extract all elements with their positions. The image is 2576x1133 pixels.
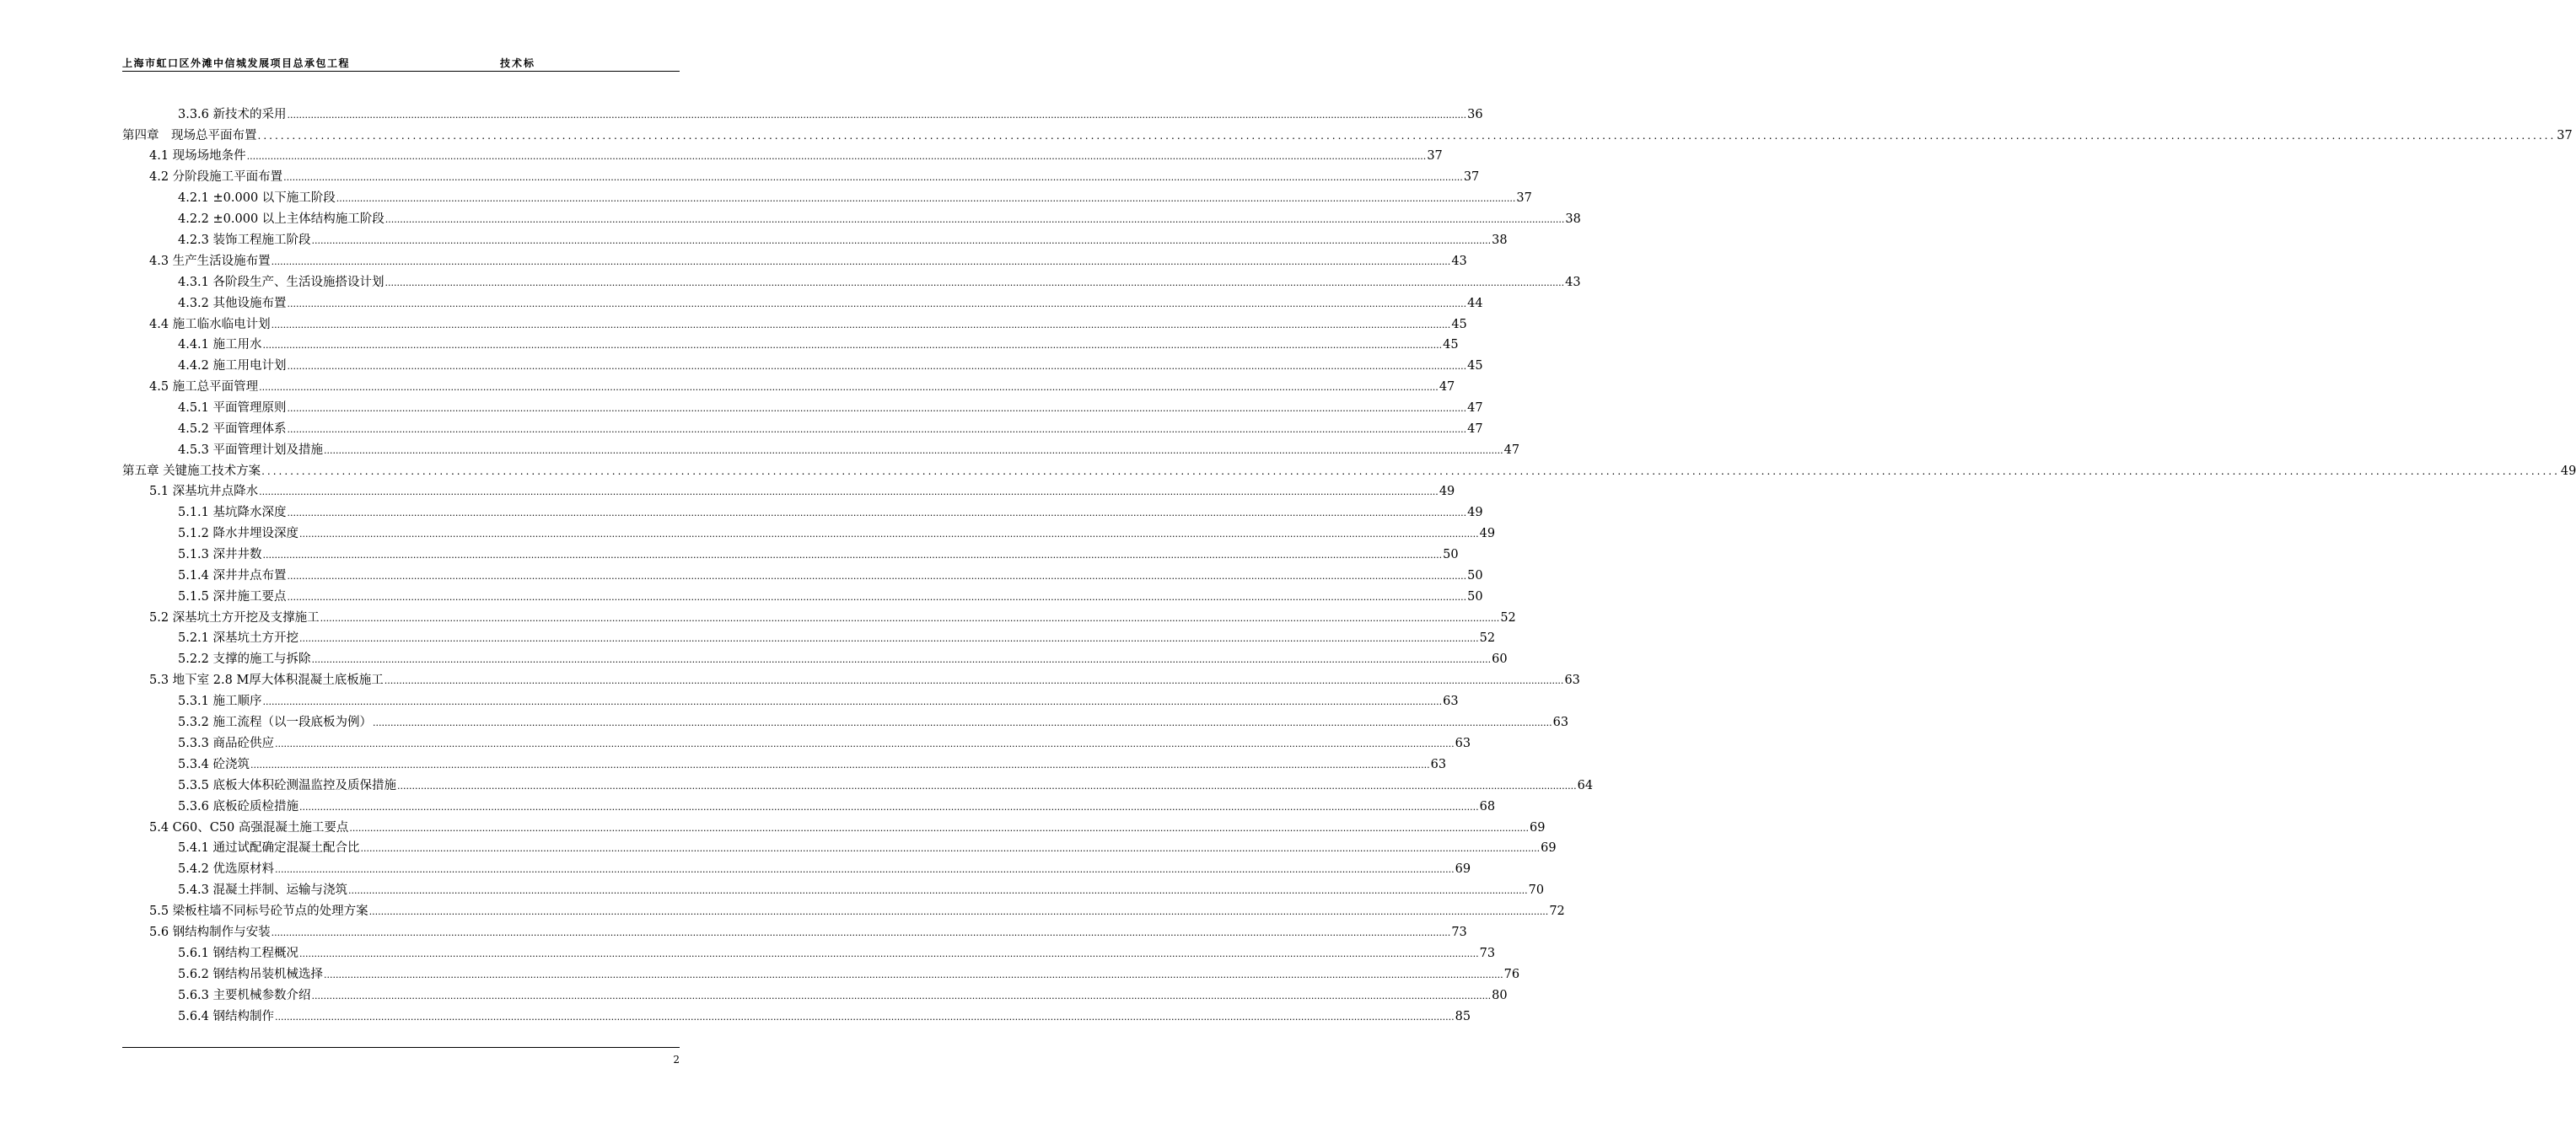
toc-entry-page: 63 (1552, 716, 1569, 730)
toc-leader-dots: ................................................................................................................................................................................................................................................................................................................................................................................................................ (336, 193, 1516, 205)
toc-entry-page: 64 (1577, 778, 1594, 792)
footer-divider (122, 1047, 680, 1048)
toc-leader-dots: ................................................................................................................................................................................................................................................................................................................................................................................................................ (299, 948, 1479, 959)
toc-entry-title: 5.3.5 底板大体积砼测温监控及质保措施 (178, 778, 397, 792)
toc-entry[interactable] (122, 838, 1557, 859)
toc-entry-title: 5.5 梁板柱墙不同标号砼节点的处理方案 (149, 905, 368, 919)
toc-entry-title: 4.4.2 施工用电计划 (178, 359, 287, 373)
toc-leader-dots: ................................................................................................................................................................................................................................................................................................................................................................................................................ (287, 507, 1467, 519)
toc-entry-title: 第五章 关键施工技术方案 (122, 464, 261, 478)
toc-entry-title: 5.3 地下室 2.8 M厚大体积混凝土底板施工 (149, 674, 384, 688)
toc-entry-title: 4.3.2 其他设施布置 (178, 296, 287, 310)
toc-entry[interactable] (122, 188, 1532, 209)
toc-entry-page: 52 (1500, 610, 1516, 625)
toc-leader-dots: ................................................................................................................................................................................................................................................................................................................................................................................................................ (261, 464, 2560, 477)
toc-entry[interactable] (122, 628, 1496, 649)
toc-entry[interactable] (122, 356, 1483, 377)
toc-entry[interactable] (122, 167, 1480, 188)
toc-entry-title: 5.2 深基坑土方开挖及支撑施工 (149, 610, 320, 625)
toc-entry[interactable] (122, 797, 1496, 818)
toc-entry-title: 5.6.2 钢结构吊装机械选择 (178, 967, 324, 981)
toc-entry-page: 72 (1549, 905, 1565, 919)
toc-leader-dots: ................................................................................................................................................................................................................................................................................................................................................................................................................ (384, 675, 1564, 687)
toc-entry-title: 4.5.2 平面管理体系 (178, 422, 287, 436)
toc-entry-page: 69 (1455, 862, 1471, 877)
toc-entry-title: 5.1.5 深井施工要点 (178, 589, 287, 604)
toc-entry[interactable] (122, 859, 1471, 880)
toc-entry[interactable] (122, 670, 1580, 691)
toc-entry[interactable] (122, 985, 1508, 1007)
toc-leader-dots: ................................................................................................................................................................................................................................................................................................................................................................................................................ (271, 319, 1451, 330)
toc-entry-page: 73 (1451, 925, 1467, 939)
toc-entry[interactable] (122, 545, 1459, 566)
page-header (122, 56, 680, 72)
toc-entry-page: 37 (1463, 170, 1480, 185)
toc-entry-title: 5.2.1 深基坑土方开挖 (178, 631, 299, 646)
toc-leader-dots: ................................................................................................................................................................................................................................................................................................................................................................................................................ (283, 172, 1463, 184)
toc-entry-title: 5.1.1 基坑降水深度 (178, 506, 287, 520)
toc-leader-dots: ................................................................................................................................................................................................................................................................................................................................................................................................................ (287, 423, 1467, 435)
toc-leader-dots: ................................................................................................................................................................................................................................................................................................................................................................................................................ (246, 151, 1427, 163)
toc-entry-title: 5.4.1 通过试配确定混凝土配合比 (178, 841, 360, 856)
toc-entry-title: 4.2 分阶段施工平面布置 (149, 170, 283, 185)
toc-entry[interactable] (122, 524, 1496, 545)
toc-entry-title: 4.4.1 施工用水 (178, 338, 262, 352)
toc-entry[interactable] (122, 608, 1516, 629)
toc-leader-dots: ................................................................................................................................................................................................................................................................................................................................................................................................................ (385, 214, 1565, 226)
toc-entry-title: 5.1.4 深井井点布置 (178, 568, 287, 583)
toc-leader-dots: ................................................................................................................................................................................................................................................................................................................................................................................................................ (287, 403, 1467, 415)
toc-entry[interactable] (122, 880, 1545, 901)
toc-entry-title: 3.3.6 新技术的采用 (178, 108, 287, 121)
toc-entry-page: 49 (2560, 464, 2576, 478)
toc-entry-title: 5.3.6 底板砼质检措施 (178, 799, 299, 814)
toc-entry-title: 5.4 C60、C50 高强混凝土施工要点 (149, 820, 349, 835)
toc-entry[interactable] (122, 691, 1459, 712)
toc-entry-page: 50 (1443, 547, 1459, 561)
toc-leader-dots: ................................................................................................................................................................................................................................................................................................................................................................................................................ (299, 633, 1479, 645)
toc-entry-page: 63 (1430, 757, 1447, 771)
toc-leader-dots: ................................................................................................................................................................................................................................................................................................................................................................................................................ (259, 382, 1439, 394)
toc-entry-page: 43 (1565, 275, 1581, 289)
toc-entry-title: 5.1.2 降水井埋设深度 (178, 527, 299, 541)
toc-entry-page: 69 (1541, 841, 1557, 856)
toc-leader-dots: ................................................................................................................................................................................................................................................................................................................................................................................................................ (257, 129, 2557, 142)
toc-entry-page: 69 (1530, 820, 1546, 835)
toc-leader-dots: ................................................................................................................................................................................................................................................................................................................................................................................................................ (311, 654, 1492, 666)
toc-entry[interactable] (122, 272, 1581, 293)
toc-entry-page: 47 (1439, 380, 1455, 395)
toc-leader-dots: ................................................................................................................................................................................................................................................................................................................................................................................................................ (287, 110, 1467, 121)
toc-leader-dots: ................................................................................................................................................................................................................................................................................................................................................................................................................ (299, 529, 1479, 540)
toc-entry[interactable] (122, 461, 2576, 482)
toc-entry[interactable] (122, 146, 1443, 167)
toc-leader-dots: ................................................................................................................................................................................................................................................................................................................................................................................................................ (275, 1011, 1455, 1023)
toc-entry-page: 76 (1503, 967, 1520, 981)
toc-entry-page: 49 (1439, 485, 1455, 499)
toc-leader-dots: ................................................................................................................................................................................................................................................................................................................................................................................................................ (287, 570, 1467, 582)
toc-entry-title: 5.1 深基坑井点降水 (149, 485, 259, 499)
toc-entry-page: 63 (1443, 695, 1459, 709)
toc-entry[interactable] (122, 419, 1483, 440)
toc-entry-page: 38 (1565, 212, 1581, 227)
toc-entry[interactable] (122, 293, 1483, 314)
toc-entry[interactable] (122, 502, 1483, 524)
toc-entry-title: 第四章 现场总平面布置 (122, 128, 257, 142)
toc-entry-title: 5.6.3 主要机械参数介绍 (178, 988, 311, 1002)
toc-entry[interactable] (122, 754, 1447, 776)
toc-entry[interactable] (122, 964, 1520, 985)
toc-leader-dots: ................................................................................................................................................................................................................................................................................................................................................................................................................ (385, 277, 1565, 288)
toc-entry-page: 63 (1455, 736, 1471, 750)
toc-entry[interactable] (122, 901, 1565, 922)
toc-entry-title: 4.2.3 装饰工程施工阶段 (178, 233, 311, 247)
toc-entry[interactable] (122, 126, 2573, 147)
toc-entry-title: 5.2.2 支撑的施工与拆除 (178, 652, 311, 667)
toc-entry[interactable] (122, 776, 1594, 797)
toc-entry-page: 68 (1479, 799, 1496, 814)
toc-entry-title: 4.5.1 平面管理原则 (178, 401, 287, 416)
header-title: 上海市虹口区外滩中信城发展项目总承包工程 (122, 57, 351, 69)
toc-entry-title: 5.4.3 混凝土拌制、运输与浇筑 (178, 883, 348, 898)
toc-leader-dots: ................................................................................................................................................................................................................................................................................................................................................................................................................ (287, 591, 1467, 603)
toc-entry-page: 52 (1479, 631, 1496, 646)
toc-leader-dots: ................................................................................................................................................................................................................................................................................................................................................................................................................ (311, 990, 1492, 1001)
toc-leader-dots: ................................................................................................................................................................................................................................................................................................................................................................................................................ (259, 486, 1439, 498)
toc-entry-page: 80 (1492, 988, 1508, 1002)
toc-entry-page: 50 (1467, 568, 1483, 583)
toc-entry[interactable] (122, 649, 1508, 670)
toc-leader-dots: ................................................................................................................................................................................................................................................................................................................................................................................................................ (320, 612, 1500, 624)
toc-entry-page: 44 (1467, 296, 1483, 310)
toc-entry-page: 49 (1479, 527, 1496, 541)
toc-entry[interactable] (122, 335, 1459, 356)
toc-leader-dots: ................................................................................................................................................................................................................................................................................................................................................................................................................ (262, 340, 1443, 352)
toc-entry[interactable] (122, 818, 1546, 839)
toc-leader-dots: ................................................................................................................................................................................................................................................................................................................................................................................................................ (287, 361, 1467, 373)
toc-entry-page: 45 (1443, 338, 1459, 352)
toc-entry-page: 70 (1528, 883, 1545, 898)
toc-entry-title: 5.3.2 施工流程（以一段底板为例） (178, 716, 373, 730)
toc-entry-title: 4.5.3 平面管理计划及措施 (178, 443, 324, 457)
toc-entry-title: 4.3 生产生活设施布置 (149, 254, 271, 268)
toc-entry[interactable] (122, 481, 1455, 502)
toc-entry-page: 45 (1451, 317, 1467, 331)
toc-entry-title: 4.1 现场场地条件 (149, 149, 246, 164)
toc-entry[interactable] (122, 377, 1455, 398)
toc-entry[interactable] (122, 566, 1483, 587)
toc-entry-page: 49 (1467, 506, 1483, 520)
toc-leader-dots: ................................................................................................................................................................................................................................................................................................................................................................................................................ (349, 822, 1530, 834)
toc-entry[interactable] (122, 943, 1496, 964)
toc-entry-title: 4.5 施工总平面管理 (149, 380, 259, 395)
toc-leader-dots: ................................................................................................................................................................................................................................................................................................................................................................................................................ (324, 444, 1503, 456)
toc-leader-dots: ................................................................................................................................................................................................................................................................................................................................................................................................................ (275, 864, 1455, 876)
toc-entry-page: 36 (1467, 108, 1483, 121)
toc-entry-title: 4.2.1 ±0.000 以下施工阶段 (178, 191, 336, 206)
toc-entry[interactable] (122, 251, 1467, 272)
toc-entry[interactable] (122, 398, 1483, 419)
page-number: 2 (673, 1054, 680, 1066)
toc-entry-title: 5.1.3 深井井数 (178, 547, 262, 561)
toc-leader-dots: ................................................................................................................................................................................................................................................................................................................................................................................................................ (271, 255, 1451, 267)
toc-leader-dots: ................................................................................................................................................................................................................................................................................................................................................................................................................ (262, 549, 1443, 561)
toc-entry-title: 5.6.1 钢结构工程概况 (178, 946, 299, 960)
toc-entry-title: 5.3.3 商品砼供应 (178, 736, 275, 750)
toc-entry[interactable] (122, 587, 1483, 608)
toc-entry-title: 4.3.1 各阶段生产、生活设施搭设计划 (178, 275, 385, 289)
toc-entry-title: 4.2.2 ±0.000 以上主体结构施工阶段 (178, 212, 385, 227)
toc-entry-page: 63 (1564, 674, 1580, 688)
toc-entry-page: 37 (1427, 149, 1443, 164)
toc-entry-page: 47 (1503, 443, 1520, 457)
toc-entry[interactable] (122, 922, 1467, 943)
toc-leader-dots: ................................................................................................................................................................................................................................................................................................................................................................................................................ (373, 717, 1552, 729)
toc-entry-page: 85 (1455, 1009, 1471, 1023)
toc-leader-dots: ................................................................................................................................................................................................................................................................................................................................................................................................................ (360, 843, 1541, 855)
toc-entry-title: 5.3.1 施工顺序 (178, 695, 262, 709)
toc-entry[interactable] (122, 733, 1471, 754)
table-of-contents (122, 105, 2576, 1027)
toc-entry-page: 37 (2557, 128, 2573, 142)
toc-entry-title: 4.4 施工临水临电计划 (149, 317, 271, 331)
toc-leader-dots: ................................................................................................................................................................................................................................................................................................................................................................................................................ (275, 738, 1455, 749)
toc-leader-dots: ................................................................................................................................................................................................................................................................................................................................................................................................................ (262, 696, 1443, 708)
toc-leader-dots: ................................................................................................................................................................................................................................................................................................................................................................................................................ (397, 780, 1577, 792)
toc-leader-dots: ................................................................................................................................................................................................................................................................................................................................................................................................................ (271, 926, 1451, 938)
toc-leader-dots: ................................................................................................................................................................................................................................................................................................................................................................................................................ (299, 801, 1479, 813)
toc-entry-page: 37 (1516, 191, 1532, 206)
toc-leader-dots: ................................................................................................................................................................................................................................................................................................................................................................................................................ (348, 885, 1528, 897)
toc-entry-page: 38 (1492, 233, 1508, 247)
toc-entry[interactable] (122, 105, 1483, 126)
toc-entry[interactable] (122, 230, 1508, 251)
toc-entry[interactable] (122, 1007, 1471, 1028)
toc-leader-dots: ................................................................................................................................................................................................................................................................................................................................................................................................................ (287, 298, 1467, 309)
toc-entry-title: 5.4.2 优选原材料 (178, 862, 275, 877)
toc-entry-title: 5.6 钢结构制作与安装 (149, 925, 271, 939)
toc-entry[interactable] (122, 440, 1520, 461)
toc-leader-dots: ................................................................................................................................................................................................................................................................................................................................................................................................................ (311, 234, 1492, 246)
toc-entry-page: 43 (1451, 254, 1467, 268)
toc-leader-dots: ................................................................................................................................................................................................................................................................................................................................................................................................................ (250, 759, 1430, 771)
toc-entry-page: 47 (1467, 422, 1483, 436)
toc-leader-dots: ................................................................................................................................................................................................................................................................................................................................................................................................................ (324, 969, 1503, 980)
toc-leader-dots: ................................................................................................................................................................................................................................................................................................................................................................................................................ (368, 906, 1549, 918)
toc-entry-title: 5.6.4 钢结构制作 (178, 1009, 275, 1023)
header-doc-type: 技术标 (500, 57, 536, 69)
toc-entry-page: 60 (1492, 652, 1508, 667)
toc-entry[interactable] (122, 712, 1569, 733)
toc-entry-page: 47 (1467, 401, 1483, 416)
toc-entry-page: 45 (1467, 359, 1483, 373)
toc-entry[interactable] (122, 209, 1581, 230)
toc-entry-title: 5.3.4 砼浇筑 (178, 757, 250, 771)
toc-entry-page: 50 (1467, 589, 1483, 604)
toc-entry[interactable] (122, 314, 1467, 336)
toc-entry-page: 73 (1479, 946, 1496, 960)
